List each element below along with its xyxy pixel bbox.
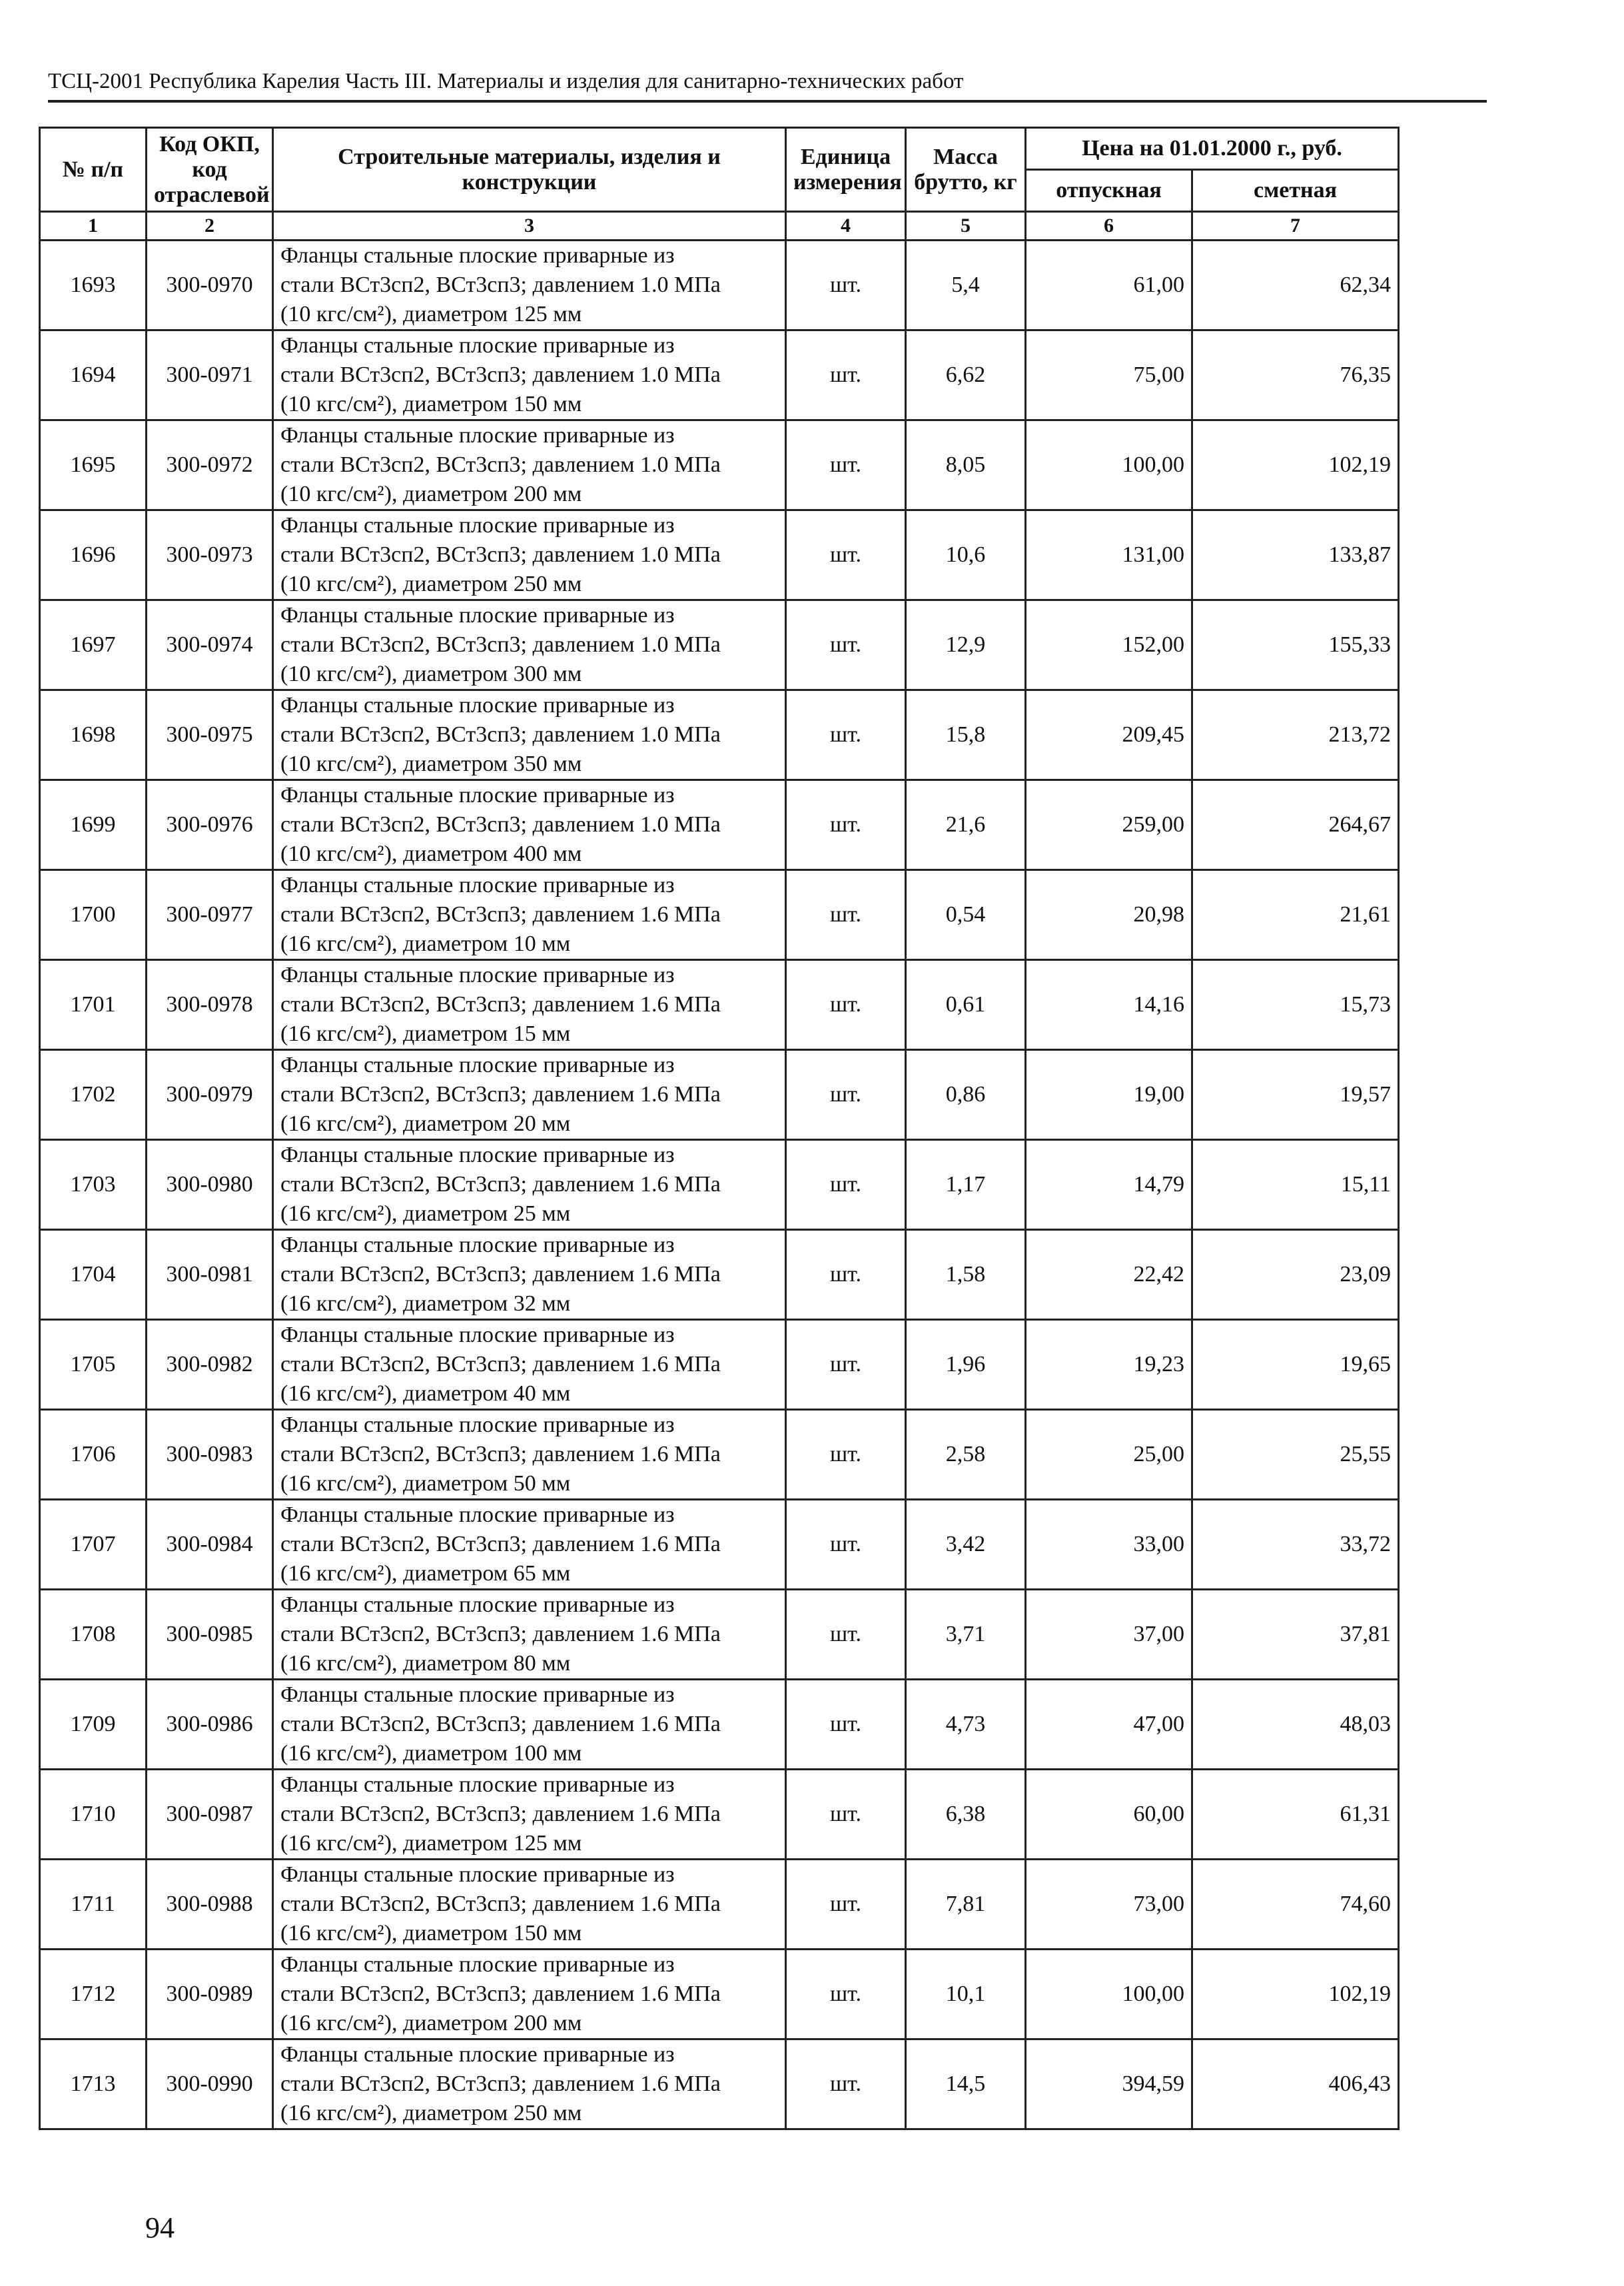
- item-name: [273, 780, 786, 870]
- unit-of-measure: шт.: [786, 1410, 906, 1500]
- col-header-price-release: отпускная: [1026, 170, 1192, 212]
- row-number: 1713: [40, 2039, 147, 2129]
- item-name-line: стали ВСт3сп2, ВСт3сп3; давлением 1.0 МПа: [280, 362, 721, 387]
- item-name-line: (16 кгс/см²), диаметром 125 мм: [280, 1831, 582, 1856]
- estimate-price: 264,67: [1192, 780, 1399, 870]
- item-name-line: Фланцы стальные плоские приварные из: [280, 513, 675, 538]
- release-price: 394,59: [1026, 2039, 1192, 2129]
- item-name-line: Фланцы стальные плоские приварные из: [280, 963, 675, 987]
- row-number: 1701: [40, 960, 147, 1050]
- item-name-line: Фланцы стальные плоские приварные из: [280, 603, 675, 628]
- okp-code: 300-0974: [147, 600, 273, 690]
- item-name-line: (16 кгс/см²), диаметром 80 мм: [280, 1651, 571, 1676]
- release-price: 22,42: [1026, 1230, 1192, 1320]
- col-header-unit: Единица измерения: [786, 128, 906, 212]
- gross-mass: 6,62: [906, 330, 1026, 420]
- row-number: 1697: [40, 600, 147, 690]
- item-name: [273, 1950, 786, 2039]
- item-name: [273, 690, 786, 780]
- gross-mass: 5,4: [906, 241, 1026, 330]
- item-name-line: стали ВСт3сп2, ВСт3сп3; давлением 1.6 МПа: [280, 1172, 721, 1197]
- release-price: 209,45: [1026, 690, 1192, 780]
- okp-code: 300-0985: [147, 1590, 273, 1680]
- table-row: [40, 960, 1399, 1050]
- release-price: 60,00: [1026, 1770, 1192, 1860]
- item-name: [273, 241, 786, 330]
- unit-of-measure: шт.: [786, 1770, 906, 1860]
- estimate-price: 406,43: [1192, 2039, 1399, 2129]
- okp-code: 300-0980: [147, 1140, 273, 1230]
- estimate-price: 25,55: [1192, 1410, 1399, 1500]
- okp-code: 300-0982: [147, 1320, 273, 1410]
- gross-mass: 8,05: [906, 420, 1026, 510]
- col-header-name: Строительные материалы, изделия и конструкции: [273, 128, 786, 212]
- table-row: [40, 1230, 1399, 1320]
- gross-mass: 12,9: [906, 600, 1026, 690]
- unit-of-measure: шт.: [786, 870, 906, 960]
- item-name-line: (10 кгс/см²), диаметром 250 мм: [280, 572, 582, 596]
- okp-code: 300-0979: [147, 1050, 273, 1140]
- release-price: 259,00: [1026, 780, 1192, 870]
- item-name-line: стали ВСт3сп2, ВСт3сп3; давлением 1.0 МПа: [280, 273, 721, 297]
- col-number-3: 3: [273, 212, 786, 241]
- col-header-num: № п/п: [40, 128, 147, 212]
- item-name-line: Фланцы стальные плоские приварные из: [280, 873, 675, 897]
- item-name-line: (16 кгс/см²), диаметром 20 мм: [280, 1111, 571, 1136]
- okp-code: 300-0971: [147, 330, 273, 420]
- table-row: [40, 1410, 1399, 1500]
- estimate-price: 37,81: [1192, 1590, 1399, 1680]
- table-row: [40, 1050, 1399, 1140]
- unit-of-measure: шт.: [786, 960, 906, 1050]
- item-name-line: стали ВСт3сп2, ВСт3сп3; давлением 1.6 МПа: [280, 1262, 721, 1287]
- col-number-5: 5: [906, 212, 1026, 241]
- release-price: 37,00: [1026, 1590, 1192, 1680]
- item-name-line: стали ВСт3сп2, ВСт3сп3; давлением 1.0 МПа: [280, 452, 721, 477]
- release-price: 100,00: [1026, 420, 1192, 510]
- item-name-line: Фланцы стальные плоские приварные из: [280, 1592, 675, 1617]
- col-header-code: Код ОКП, код отраслевой: [147, 128, 273, 212]
- gross-mass: 3,71: [906, 1590, 1026, 1680]
- okp-code: 300-0970: [147, 241, 273, 330]
- unit-of-measure: шт.: [786, 1860, 906, 1950]
- row-number: 1708: [40, 1590, 147, 1680]
- item-name-line: (16 кгс/см²), диаметром 25 мм: [280, 1201, 571, 1226]
- item-name-line: стали ВСт3сп2, ВСт3сп3; давлением 1.6 МПа: [280, 1982, 721, 2006]
- item-name-line: стали ВСт3сп2, ВСт3сп3; давлением 1.6 МПа: [280, 1802, 721, 1826]
- item-name-line: (10 кгс/см²), диаметром 400 мм: [280, 842, 582, 866]
- row-number: 1711: [40, 1860, 147, 1950]
- table-row: [40, 1770, 1399, 1860]
- gross-mass: 3,42: [906, 1500, 1026, 1590]
- unit-of-measure: шт.: [786, 510, 906, 600]
- item-name: [273, 420, 786, 510]
- gross-mass: 4,73: [906, 1680, 1026, 1770]
- unit-of-measure: шт.: [786, 2039, 906, 2129]
- item-name-line: стали ВСт3сп2, ВСт3сп3; давлением 1.6 МПа: [280, 1892, 721, 1916]
- item-name-line: Фланцы стальные плоские приварные из: [280, 1233, 675, 1257]
- okp-code: 300-0972: [147, 420, 273, 510]
- okp-code: 300-0989: [147, 1950, 273, 2039]
- release-price: 14,16: [1026, 960, 1192, 1050]
- item-name-line: (10 кгс/см²), диаметром 300 мм: [280, 662, 582, 686]
- item-name-line: стали ВСт3сп2, ВСт3сп3; давлением 1.6 МПа: [280, 1082, 721, 1107]
- row-number: 1702: [40, 1050, 147, 1140]
- estimate-price: 155,33: [1192, 600, 1399, 690]
- item-name-line: (10 кгс/см²), диаметром 150 мм: [280, 392, 582, 416]
- item-name-line: (10 кгс/см²), диаметром 125 мм: [280, 302, 582, 326]
- gross-mass: 0,54: [906, 870, 1026, 960]
- release-price: 14,79: [1026, 1140, 1192, 1230]
- unit-of-measure: шт.: [786, 1140, 906, 1230]
- estimate-price: 19,65: [1192, 1320, 1399, 1410]
- row-number: 1698: [40, 690, 147, 780]
- estimate-price: 15,11: [1192, 1140, 1399, 1230]
- item-name-line: Фланцы стальные плоские приварные из: [280, 1323, 675, 1347]
- col-number-7: 7: [1192, 212, 1399, 241]
- unit-of-measure: шт.: [786, 600, 906, 690]
- row-number: 1700: [40, 870, 147, 960]
- item-name-line: Фланцы стальные плоские приварные из: [280, 333, 675, 358]
- item-name-line: (16 кгс/см²), диаметром 32 мм: [280, 1291, 571, 1316]
- estimate-price: 19,57: [1192, 1050, 1399, 1140]
- estimate-price: 48,03: [1192, 1680, 1399, 1770]
- unit-of-measure: шт.: [786, 330, 906, 420]
- table-row: [40, 330, 1399, 420]
- item-name-line: (16 кгс/см²), диаметром 65 мм: [280, 1561, 571, 1586]
- col-number-1: 1: [40, 212, 147, 241]
- col-number-6: 6: [1026, 212, 1192, 241]
- row-number: 1695: [40, 420, 147, 510]
- table-row: [40, 1680, 1399, 1770]
- table-row: [40, 420, 1399, 510]
- okp-code: 300-0976: [147, 780, 273, 870]
- table-row: [40, 780, 1399, 870]
- estimate-price: 76,35: [1192, 330, 1399, 420]
- table-row: [40, 690, 1399, 780]
- price-table: [39, 127, 1400, 2130]
- gross-mass: 1,17: [906, 1140, 1026, 1230]
- okp-code: 300-0986: [147, 1680, 273, 1770]
- col-number-4: 4: [786, 212, 906, 241]
- release-price: 25,00: [1026, 1410, 1192, 1500]
- col-header-price-estimate: сметная: [1192, 170, 1399, 212]
- item-name-line: (16 кгс/см²), диаметром 100 мм: [280, 1741, 582, 1766]
- release-price: 33,00: [1026, 1500, 1192, 1590]
- estimate-price: 33,72: [1192, 1500, 1399, 1590]
- table-row: [40, 600, 1399, 690]
- okp-code: 300-0977: [147, 870, 273, 960]
- item-name: [273, 1050, 786, 1140]
- item-name: [273, 870, 786, 960]
- item-name: [273, 1770, 786, 1860]
- item-name-line: Фланцы стальные плоские приварные из: [280, 1952, 675, 1977]
- table-row: [40, 2039, 1399, 2129]
- item-name-line: стали ВСт3сп2, ВСт3сп3; давлением 1.6 МПа: [280, 1712, 721, 1736]
- gross-mass: 6,38: [906, 1770, 1026, 1860]
- release-price: 61,00: [1026, 241, 1192, 330]
- table-row: [40, 870, 1399, 960]
- item-name-line: (10 кгс/см²), диаметром 200 мм: [280, 482, 582, 506]
- item-name-line: (16 кгс/см²), диаметром 40 мм: [280, 1381, 571, 1406]
- unit-of-measure: шт.: [786, 780, 906, 870]
- gross-mass: 10,1: [906, 1950, 1026, 2039]
- gross-mass: 14,5: [906, 2039, 1026, 2129]
- estimate-price: 23,09: [1192, 1230, 1399, 1320]
- gross-mass: 15,8: [906, 690, 1026, 780]
- table-row: [40, 1320, 1399, 1410]
- unit-of-measure: шт.: [786, 1680, 906, 1770]
- release-price: 152,00: [1026, 600, 1192, 690]
- item-name: [273, 510, 786, 600]
- okp-code: 300-0988: [147, 1860, 273, 1950]
- release-price: 75,00: [1026, 330, 1192, 420]
- okp-code: 300-0981: [147, 1230, 273, 1320]
- row-number: 1703: [40, 1140, 147, 1230]
- estimate-price: 133,87: [1192, 510, 1399, 600]
- col-number-2: 2: [147, 212, 273, 241]
- row-number: 1707: [40, 1500, 147, 1590]
- item-name-line: Фланцы стальные плоские приварные из: [280, 783, 675, 808]
- page-number: 94: [145, 2211, 175, 2244]
- table-row: [40, 1140, 1399, 1230]
- okp-code: 300-0990: [147, 2039, 273, 2129]
- item-name: [273, 1590, 786, 1680]
- item-name-line: (16 кгс/см²), диаметром 10 мм: [280, 931, 571, 956]
- table-row: [40, 1500, 1399, 1590]
- okp-code: 300-0973: [147, 510, 273, 600]
- estimate-price: 102,19: [1192, 1950, 1399, 2039]
- item-name-line: Фланцы стальные плоские приварные из: [280, 1682, 675, 1707]
- estimate-price: 61,31: [1192, 1770, 1399, 1860]
- item-name-line: стали ВСт3сп2, ВСт3сп3; давлением 1.6 МПа: [280, 2071, 721, 2096]
- item-name-line: Фланцы стальные плоские приварные из: [280, 1502, 675, 1527]
- item-name-line: (16 кгс/см²), диаметром 200 мм: [280, 2011, 582, 2035]
- row-number: 1709: [40, 1680, 147, 1770]
- release-price: 20,98: [1026, 870, 1192, 960]
- item-name-line: стали ВСт3сп2, ВСт3сп3; давлением 1.6 МПа: [280, 902, 721, 927]
- item-name-line: Фланцы стальные плоские приварные из: [280, 1143, 675, 1167]
- item-name-line: Фланцы стальные плоские приварные из: [280, 1772, 675, 1797]
- release-price: 19,00: [1026, 1050, 1192, 1140]
- item-name-line: Фланцы стальные плоские приварные из: [280, 1413, 675, 1437]
- gross-mass: 2,58: [906, 1410, 1026, 1500]
- item-name-line: Фланцы стальные плоские приварные из: [280, 423, 675, 448]
- release-price: 73,00: [1026, 1860, 1192, 1950]
- estimate-price: 21,61: [1192, 870, 1399, 960]
- row-number: 1699: [40, 780, 147, 870]
- table-row: [40, 510, 1399, 600]
- item-name-line: стали ВСт3сп2, ВСт3сп3; давлением 1.0 МПа: [280, 812, 721, 837]
- row-number: 1706: [40, 1410, 147, 1500]
- item-name: [273, 1680, 786, 1770]
- col-header-mass: Масса брутто, кг: [906, 128, 1026, 212]
- gross-mass: 0,61: [906, 960, 1026, 1050]
- item-name-line: стали ВСт3сп2, ВСт3сп3; давлением 1.6 МПа: [280, 992, 721, 1017]
- item-name-line: стали ВСт3сп2, ВСт3сп3; давлением 1.6 МПа: [280, 1622, 721, 1646]
- unit-of-measure: шт.: [786, 1050, 906, 1140]
- item-name-line: Фланцы стальные плоские приварные из: [280, 1862, 675, 1887]
- item-name: [273, 600, 786, 690]
- row-number: 1712: [40, 1950, 147, 2039]
- item-name: [273, 1140, 786, 1230]
- item-name-line: (16 кгс/см²), диаметром 250 мм: [280, 2101, 582, 2125]
- row-number: 1696: [40, 510, 147, 600]
- estimate-price: 74,60: [1192, 1860, 1399, 1950]
- table-row: [40, 1950, 1399, 2039]
- row-number: 1705: [40, 1320, 147, 1410]
- unit-of-measure: шт.: [786, 1230, 906, 1320]
- release-price: 131,00: [1026, 510, 1192, 600]
- item-name-line: (16 кгс/см²), диаметром 50 мм: [280, 1471, 571, 1496]
- unit-of-measure: шт.: [786, 420, 906, 510]
- table-row: [40, 1860, 1399, 1950]
- item-name-line: стали ВСт3сп2, ВСт3сп3; давлением 1.0 МПа: [280, 632, 721, 657]
- item-name-line: (10 кгс/см²), диаметром 350 мм: [280, 752, 582, 776]
- item-name-line: (16 кгс/см²), диаметром 15 мм: [280, 1021, 571, 1046]
- okp-code: 300-0984: [147, 1500, 273, 1590]
- gross-mass: 0,86: [906, 1050, 1026, 1140]
- item-name: [273, 1410, 786, 1500]
- unit-of-measure: шт.: [786, 1500, 906, 1590]
- header-divider: [48, 100, 1487, 103]
- row-number: 1694: [40, 330, 147, 420]
- estimate-price: 213,72: [1192, 690, 1399, 780]
- okp-code: 300-0987: [147, 1770, 273, 1860]
- release-price: 47,00: [1026, 1680, 1192, 1770]
- item-name-line: Фланцы стальные плоские приварные из: [280, 1053, 675, 1077]
- item-name: [273, 1860, 786, 1950]
- row-number: 1693: [40, 241, 147, 330]
- item-name: [273, 1230, 786, 1320]
- unit-of-measure: шт.: [786, 1590, 906, 1680]
- unit-of-measure: шт.: [786, 1950, 906, 2039]
- okp-code: 300-0975: [147, 690, 273, 780]
- unit-of-measure: шт.: [786, 1320, 906, 1410]
- item-name-line: стали ВСт3сп2, ВСт3сп3; давлением 1.6 МПа: [280, 1442, 721, 1466]
- gross-mass: 21,6: [906, 780, 1026, 870]
- okp-code: 300-0983: [147, 1410, 273, 1500]
- gross-mass: 7,81: [906, 1860, 1026, 1950]
- item-name-line: стали ВСт3сп2, ВСт3сп3; давлением 1.0 МПа: [280, 542, 721, 567]
- gross-mass: 1,58: [906, 1230, 1026, 1320]
- item-name-line: (16 кгс/см²), диаметром 150 мм: [280, 1921, 582, 1946]
- gross-mass: 1,96: [906, 1320, 1026, 1410]
- gross-mass: 10,6: [906, 510, 1026, 600]
- item-name-line: Фланцы стальные плоские приварные из: [280, 243, 675, 268]
- estimate-price: 15,73: [1192, 960, 1399, 1050]
- item-name: [273, 1320, 786, 1410]
- item-name: [273, 2039, 786, 2129]
- item-name-line: стали ВСт3сп2, ВСт3сп3; давлением 1.6 МПа: [280, 1532, 721, 1556]
- item-name-line: стали ВСт3сп2, ВСт3сп3; давлением 1.0 МПа: [280, 722, 721, 747]
- item-name-line: Фланцы стальные плоские приварные из: [280, 2042, 675, 2067]
- col-header-price-group: Цена на 01.01.2000 г., руб.: [1026, 128, 1399, 170]
- item-name: [273, 960, 786, 1050]
- release-price: 100,00: [1026, 1950, 1192, 2039]
- unit-of-measure: шт.: [786, 690, 906, 780]
- okp-code: 300-0978: [147, 960, 273, 1050]
- row-number: 1704: [40, 1230, 147, 1320]
- document-header: ТСЦ-2001 Республика Карелия Часть III. Материалы и изделия для санитарно-технических работ: [48, 69, 964, 93]
- item-name-line: Фланцы стальные плоские приварные из: [280, 693, 675, 718]
- unit-of-measure: шт.: [786, 241, 906, 330]
- release-price: 19,23: [1026, 1320, 1192, 1410]
- table-row: [40, 1590, 1399, 1680]
- item-name: [273, 1500, 786, 1590]
- table-row: [40, 241, 1399, 330]
- item-name: [273, 330, 786, 420]
- estimate-price: 62,34: [1192, 241, 1399, 330]
- estimate-price: 102,19: [1192, 420, 1399, 510]
- row-number: 1710: [40, 1770, 147, 1860]
- item-name-line: стали ВСт3сп2, ВСт3сп3; давлением 1.6 МПа: [280, 1352, 721, 1377]
